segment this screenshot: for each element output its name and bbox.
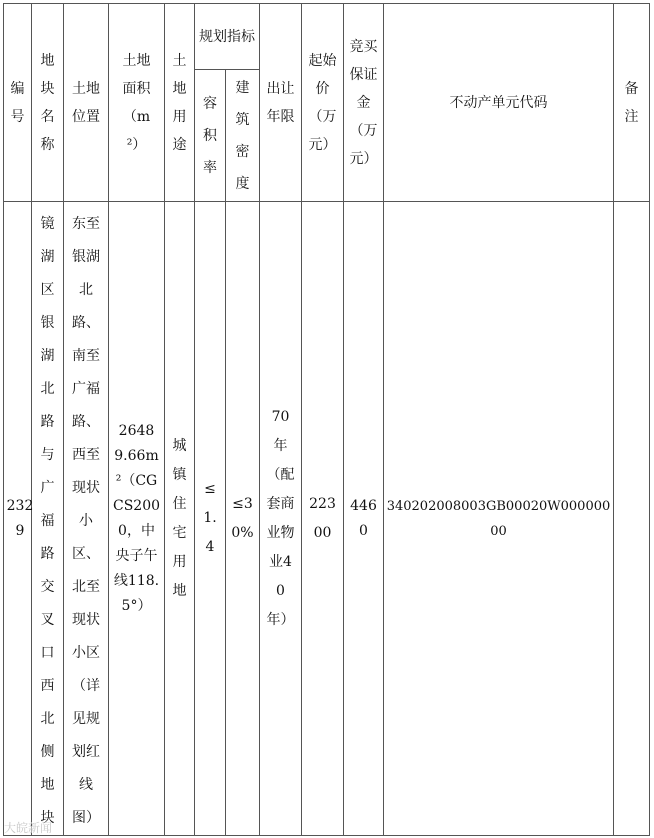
header-use: 土地用途: [165, 4, 195, 202]
header-density: 建筑密度: [226, 70, 260, 202]
land-auction-table: [3, 3, 650, 836]
cell-no: 2329: [4, 202, 32, 836]
header-planning: 规划指标: [195, 4, 260, 70]
cell-start-price: 22300: [302, 202, 344, 836]
cell-location: 东至银湖北路、南至广福路、西至现状小区、北至现状小区（详见规划红线图）: [64, 202, 109, 836]
header-far: 容积率: [195, 70, 226, 202]
table-row: [4, 202, 650, 836]
header-area: 土地面积（m²）: [109, 4, 165, 202]
header-no: 编号: [4, 4, 32, 202]
header-name: 地块名称: [32, 4, 64, 202]
cell-code: 340202008003GB00020W00000000: [384, 202, 614, 836]
header-location: 土地位置: [64, 4, 109, 202]
header-remark: 备注: [614, 4, 650, 202]
cell-use: 城镇住宅用地: [165, 202, 195, 836]
watermark-logo: 大皖新闻: [4, 821, 53, 835]
cell-density: ≤30%: [226, 202, 260, 836]
header-term: 出让年限: [260, 4, 302, 202]
cell-far: ≤1.4: [195, 202, 226, 836]
cell-area: 26489.66m²（CGCS2000，中央子午线118.5°）: [109, 202, 165, 836]
cell-name: 镜湖区银湖北路与广福路交叉口西北侧地块: [32, 202, 64, 836]
cell-remark: [614, 202, 650, 836]
header-row-1: [4, 4, 650, 70]
header-deposit: 竞买保证金（万元）: [344, 4, 384, 202]
cell-term: 70年（配套商业物业40年）: [260, 202, 302, 836]
cell-deposit: 4460: [344, 202, 384, 836]
header-start-price: 起始价（万元）: [302, 4, 344, 202]
header-code: 不动产单元代码: [384, 4, 614, 202]
